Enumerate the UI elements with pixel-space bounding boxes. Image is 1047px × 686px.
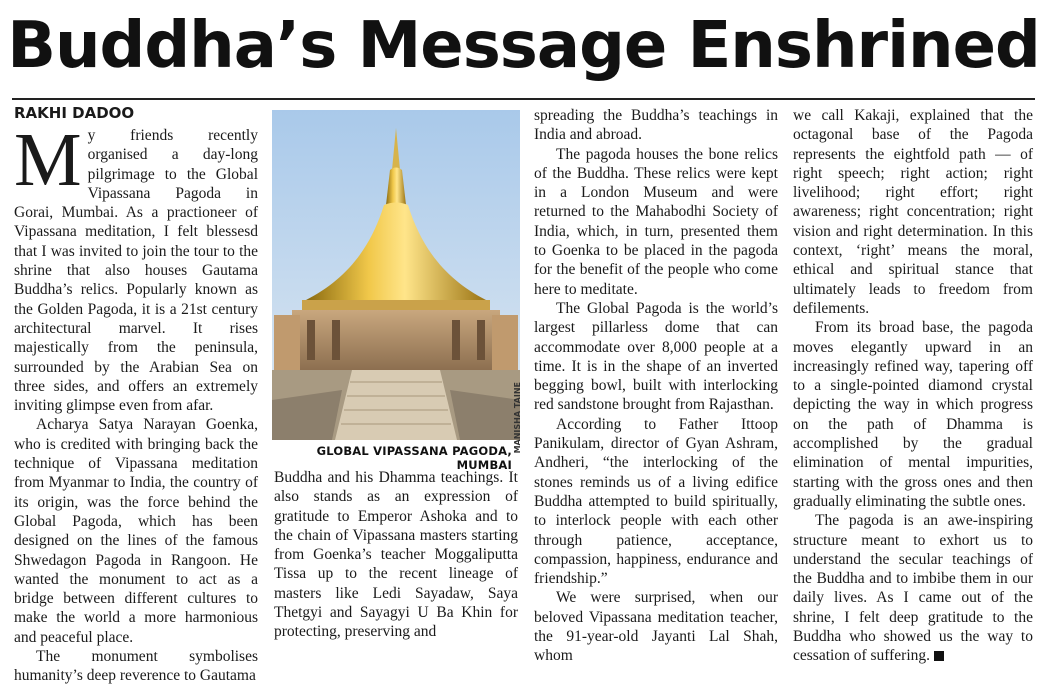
headline: Buddha’s Message Enshrined (7, 9, 1040, 83)
headline-rule (12, 98, 1035, 100)
paragraph: The pagoda houses the bone relics of the Buddha. These relics were kept in a London Museum and were returned to the Mahabodhi Society of India, which, in turn, presented them to Goenka to be placed in the pagoda for the benefit of the people who come here to meditate. (534, 145, 778, 298)
paragraph: spreading the Buddha’s teachings in India and abroad. (534, 107, 778, 144)
paragraph: The monument symbolises humanity’s deep reverence to Gautama (14, 648, 258, 685)
paragraph: My friends recently organised a day-long pilgrimage to the Global Vipassana Pagoda in Gorai, Mumbai. As a practioneer of Vipassana meditation, I felt blessesd that I was invited to join the tour to the shrine that also houses Gautama Buddha’s relics. Popularly known as the Golden Pagoda, it is a 21st century architectural marvel. It rises majestically from the peninsula, surrounded by the Arabian Sea on three sides, and offers an extremely inviting glimpse even from afar. (14, 118, 258, 415)
article-column-2 (274, 468, 518, 642)
paragraph: we call Kakaji, explained that the octagonal base of the Pagoda represents the eightfold path — of right speech; right action; right livelihood; right effort; right awareness; right concentration; right vision and right determination. In this context, ‘right’ means the moral, ethical and spiritual stance that ultimately leads to freedom from defilements. (793, 107, 1033, 317)
byline: RAKHI DADOO (14, 104, 135, 122)
photo-caption: GLOBAL VIPASSANA PAGODA, MUMBAI (316, 444, 512, 472)
paragraph: Acharya Satya Narayan Goenka, who is credited with bringing back the technique of Vipassana meditation from Myanmar to India, the country of its origin, was the force behind the Global Pagoda, which has been designed on the lines of the famous Shwedagon Pagoda in Rangoon. He wanted the monument to act as a bridge between different cultures to make the world a more harmonious and peaceful place. (14, 416, 258, 646)
paragraph: Buddha and his Dhamma teachings. It also stands as an expression of gratitude to Emperor Ashoka and to the chain of Vipassana masters starting from Goenka’s teacher Moggaliputta Tissa up to the recent lineage of masters like Ledi Sayadaw, Saya Thetgyi and Sayagyi U Ba Khin for protecting, preserving and (274, 469, 518, 641)
photo-credit: MANISHA TAINE (513, 382, 522, 454)
drop-cap: M (14, 118, 82, 202)
paragraph: The pagoda is an awe-inspiring structure meant to exhort us to understand the secular teachings of the Buddha and to imbibe them in our daily lives. As I came out of the shrine, I felt deep gratitude to the Buddha who showed us the way to cessation of suffering. (793, 512, 1033, 665)
paragraph: From its broad base, the pagoda moves elegantly upward in an increasingly refined way, tapering off to a single-pointed diamond crystal depicting the way in which progress on the path of Dhamma is accomplished by the gradual elimination of mental impurities, starting with the gross ones and then gradually eliminating the subtle ones. (793, 319, 1033, 510)
article-column-3 (534, 106, 778, 666)
article-column-1 (14, 118, 258, 686)
paragraph: We were surprised, when our beloved Vipassana meditation teacher, the 91-year-old Jayanti Lal Shah, whom (534, 589, 778, 665)
paragraph: According to Father Ittoop Panikulam, director of Gyan Ashram, Andheri, “the interlocking of the stones reminds us of a living edifice Buddha attempted to build spiritually, to interlock people with each other through patience, acceptance, compassion, happiness, endurance and friendship.” (534, 415, 778, 588)
article-column-4 (793, 106, 1033, 666)
paragraph: The Global Pagoda is the world’s largest pillarless dome that can accommodate over 8,000 people at a time. It is in the shape of an inverted begging bowl, built with interlocking red sandstone brought from Rajasthan. (534, 299, 778, 414)
end-mark-icon (934, 651, 944, 661)
pagoda-photo (272, 110, 520, 440)
